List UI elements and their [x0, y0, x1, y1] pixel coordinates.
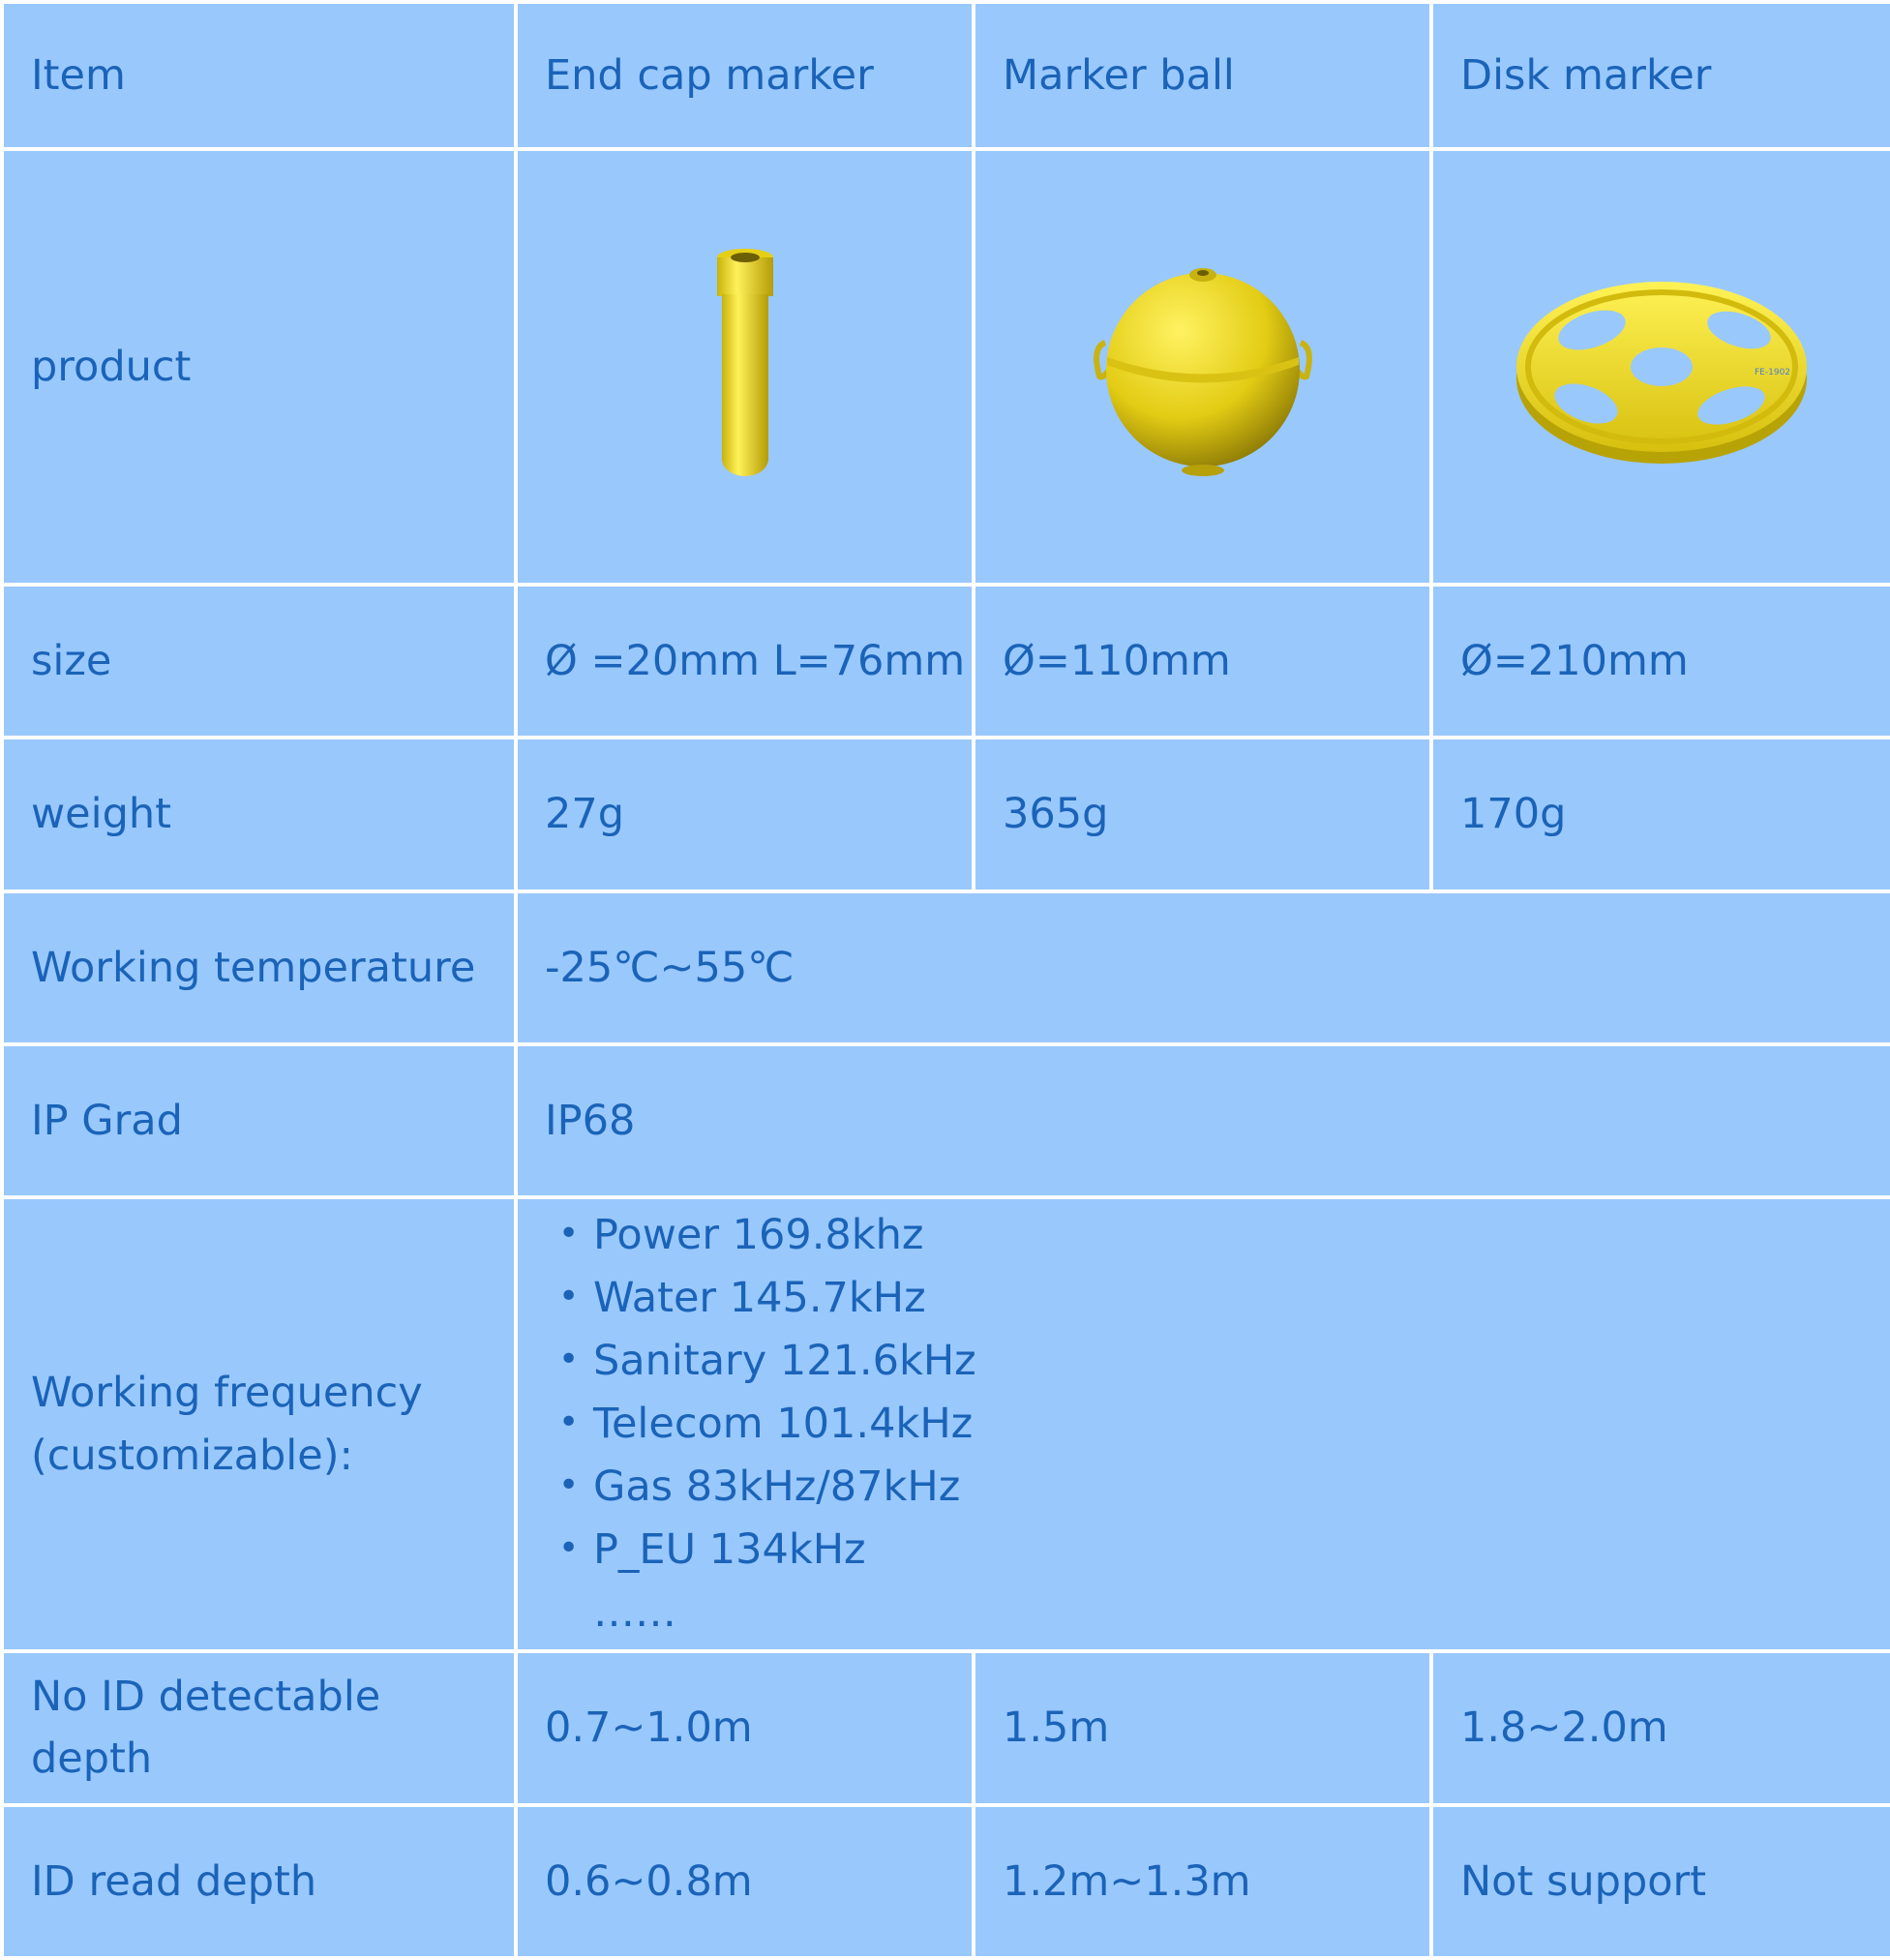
weight-label: weight	[4, 739, 514, 889]
no-id-depth-disk: 1.8~2.0m	[1433, 1653, 1890, 1802]
list-item-more: ……	[593, 1588, 676, 1638]
id-read-depth-disk: Not support	[1433, 1807, 1890, 1956]
size-marker-ball: Ø=110mm	[975, 587, 1429, 736]
temperature-label: Working temperature	[4, 893, 514, 1042]
marker-ball-image	[1082, 256, 1324, 478]
product-label: product	[4, 151, 514, 583]
frequency-list-cell	[518, 1199, 1890, 1649]
list-item: • P_EU 134kHz	[553, 1519, 1890, 1582]
product-row	[4, 151, 1890, 583]
ip-value: IP68	[518, 1046, 1890, 1195]
ip-label: IP Grad	[4, 1046, 514, 1195]
size-disk: Ø=210mm	[1433, 587, 1890, 736]
no-id-depth-row	[4, 1653, 1890, 1802]
frequency-row	[4, 1199, 1890, 1649]
disk-marker-image	[1507, 260, 1816, 473]
frequency-label-line2: (customizable):	[31, 1431, 353, 1480]
no-id-depth-marker-ball: 1.5m	[975, 1653, 1429, 1802]
header-item: Item	[4, 4, 514, 147]
id-read-depth-end-cap: 0.6~0.8m	[518, 1807, 972, 1956]
id-read-depth-marker-ball: 1.2m~1.3m	[975, 1807, 1429, 1956]
temperature-value: -25℃~55℃	[518, 893, 1890, 1042]
no-id-depth-label: No ID detectable depth	[4, 1653, 514, 1802]
disk-marker-cell	[1433, 151, 1890, 583]
end-cap-marker-cell	[518, 151, 972, 583]
frequency-label	[4, 1199, 514, 1649]
marker-ball-cell	[975, 151, 1429, 583]
weight-marker-ball: 365g	[975, 739, 1429, 889]
id-read-depth-row	[4, 1807, 1890, 1956]
size-end-cap: Ø =20mm L=76mm	[518, 587, 972, 736]
weight-disk: 170g	[1433, 739, 1890, 889]
header-disk-marker: Disk marker	[1433, 4, 1890, 147]
no-id-depth-end-cap: 0.7~1.0m	[518, 1653, 972, 1802]
weight-row	[4, 739, 1890, 889]
list-item: • Telecom 101.4kHz	[553, 1393, 1890, 1456]
ip-row	[4, 1046, 1890, 1195]
frequency-label-line1: Working frequency	[31, 1369, 423, 1418]
id-read-depth-label: ID read depth	[4, 1807, 514, 1956]
disk-engraving-text: FE-1902	[1755, 368, 1791, 378]
list-item: • Gas 83kHz/87kHz	[553, 1456, 1890, 1519]
weight-end-cap: 27g	[518, 739, 972, 889]
list-item: • Sanitary 121.6kHz	[553, 1330, 1890, 1393]
size-row	[4, 587, 1890, 736]
list-item: • Power 169.8khz	[553, 1204, 1890, 1267]
header-marker-ball: Marker ball	[975, 4, 1429, 147]
temperature-row	[4, 893, 1890, 1042]
end-cap-marker-image	[706, 246, 784, 488]
list-item: • Water 145.7kHz	[553, 1267, 1890, 1330]
frequency-list	[545, 1204, 1890, 1644]
size-label: size	[4, 587, 514, 736]
header-row	[4, 4, 1890, 147]
header-end-cap-marker: End cap marker	[518, 4, 972, 147]
